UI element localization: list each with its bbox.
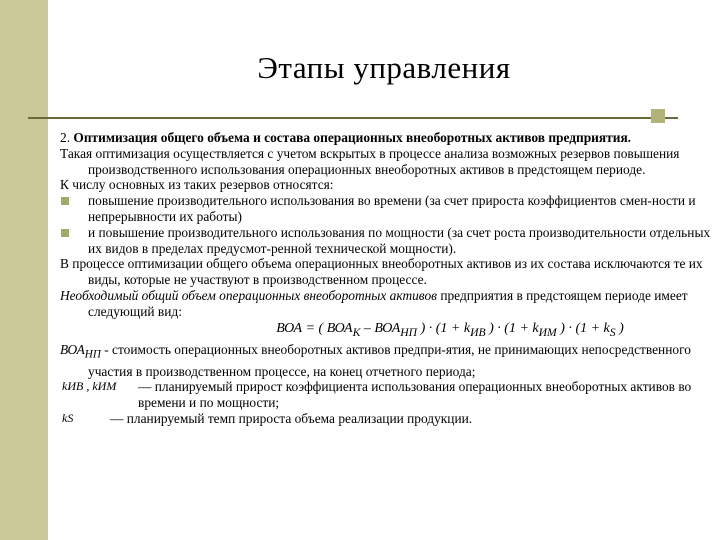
bullet-square-icon: [61, 229, 69, 237]
def-text: - стоимость операционных внеоборотных активов предпри-ятия, не принимающих непосредственного участия в производственном процессе, на конец отчетного периода;: [88, 342, 691, 379]
title-divider: [28, 117, 678, 119]
formula-sub: НП: [400, 325, 418, 339]
def-symbol: ВОА: [60, 342, 85, 358]
formula-part: ) · (1 + k: [485, 320, 539, 336]
bullet-text: повышение производительного использования во времени (за счет прироста коэффициентов смен-ности и непрерывности их работы): [88, 193, 696, 224]
definition-k-iv-im: [60, 379, 720, 411]
paragraph-4: [60, 288, 720, 320]
formula: [180, 321, 720, 341]
slide-body: [60, 130, 720, 427]
paragraph-4-rest: предприятия в предстоящем периоде имеет следующий вид:: [88, 287, 688, 319]
item-heading-text: Оптимизация общего объема и состава операционных внеоборотных активов предприятия.: [73, 130, 632, 145]
slide-title: Этапы управления: [257, 50, 511, 85]
paragraph-2: К числу основных из таких резервов относятся:: [60, 177, 334, 193]
formula-sub: ИВ: [470, 325, 486, 339]
paragraph-3: В процессе оптимизации общего объема операционных внеоборотных активов из их состава исключаются те их виды, которые не участвуют в производственном процессе.: [60, 256, 703, 288]
def-symbol: kS: [62, 411, 74, 426]
formula-sub: ИМ: [538, 325, 557, 339]
paragraph-4-italic: Необходимый общий объем операционных внеоборотных активов: [60, 287, 437, 303]
bullet-square-icon: [61, 197, 69, 205]
formula-part: ВОА = ( ВОА: [276, 320, 353, 336]
bullet-text: и повышение производительного использования по мощности (за счет роста производительности отдельных их видов в пределах предусмот-ренной технической мощности).: [88, 224, 711, 256]
formula-part: ) · (1 + k: [417, 320, 471, 336]
item-heading: [60, 130, 720, 146]
definition-k-s: [60, 411, 720, 427]
divider-square: [651, 109, 665, 123]
bullet-item: [60, 193, 720, 225]
left-decor-band: [0, 0, 48, 540]
formula-sub: S: [609, 325, 616, 339]
formula-part: – ВОА: [360, 320, 401, 336]
paragraph-1: Такая оптимизация осуществляется с учетом вскрытых в процессе анализа возможных резервов повышения производственного использования операционных внеоборотных активов в предстоящем периоде.: [60, 145, 680, 177]
bullet-item: [60, 225, 720, 257]
def-symbol: kИВ , kИМ: [62, 379, 117, 394]
formula-part: ): [615, 320, 624, 336]
def-text: — планируемый темп прироста объема реализации продукции.: [110, 411, 473, 427]
def-text: — планируемый прирост коэффициента использования операционных внеоборотных активов во времени и по мощности;: [138, 379, 692, 411]
item-number: 2.: [60, 130, 71, 145]
def-subscript: НП: [84, 348, 101, 361]
formula-sub: К: [352, 325, 361, 339]
definition-boa-np: [60, 342, 720, 379]
formula-part: ) · (1 + k: [556, 320, 610, 336]
